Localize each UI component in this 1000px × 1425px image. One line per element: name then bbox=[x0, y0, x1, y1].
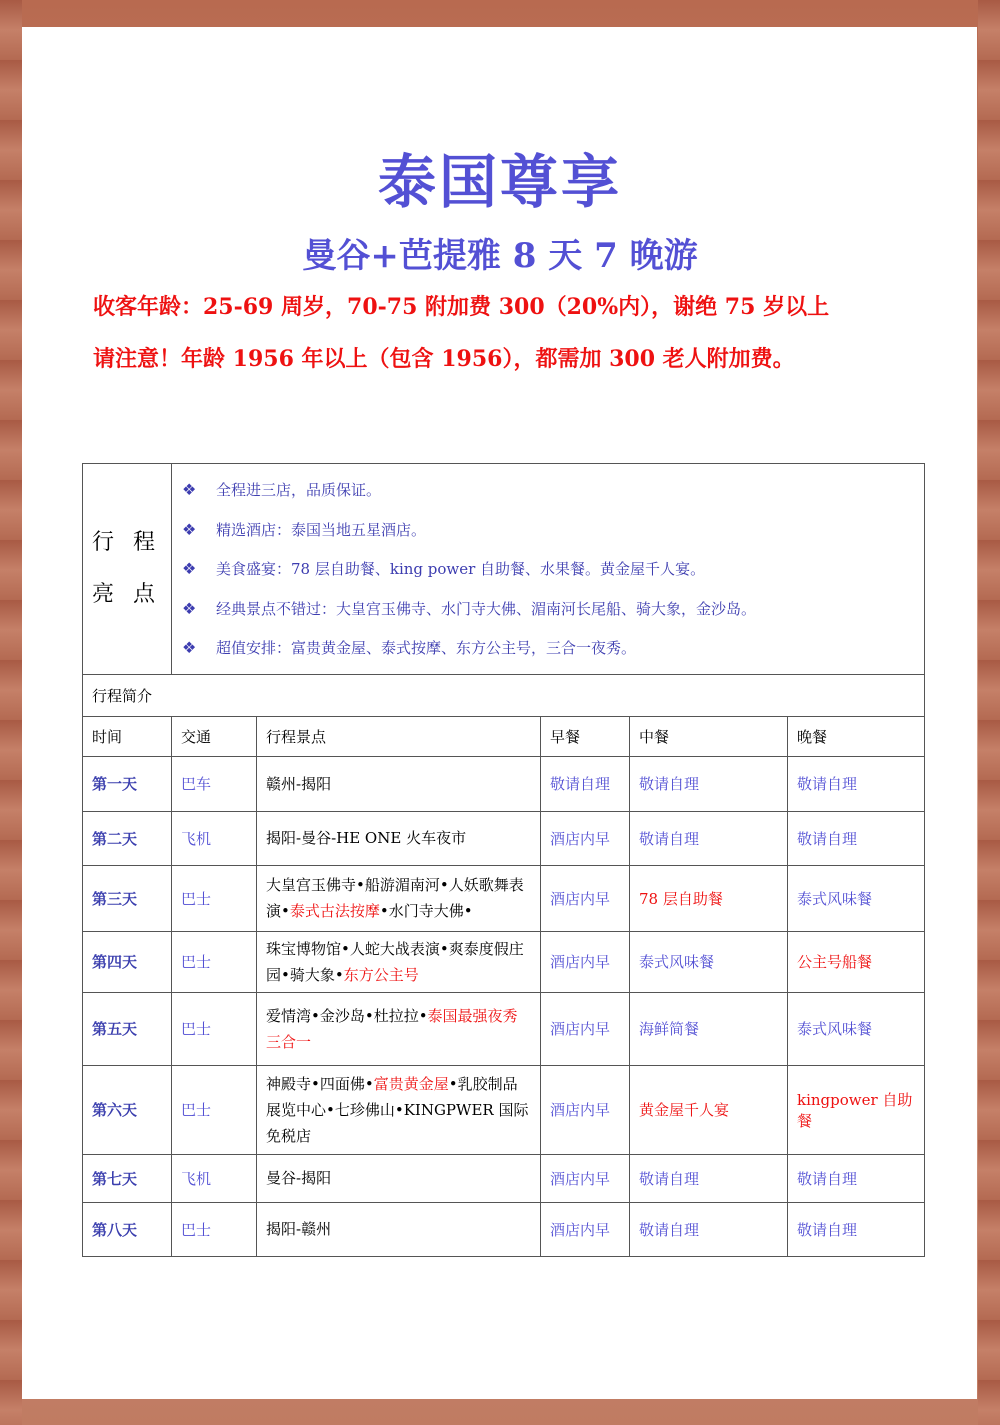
dinner-cell: 敬请自理 bbox=[788, 1202, 925, 1256]
spots-cell bbox=[257, 1202, 541, 1256]
header-transport: 交通 bbox=[172, 716, 257, 756]
spot-text: 珠宝博物馆•人蛇大战表演•爽泰度假庄园•骑大象• bbox=[266, 939, 524, 984]
breakfast-cell: 酒店内早 bbox=[541, 931, 630, 992]
lunch-cell: 敬请自理 bbox=[630, 811, 788, 865]
highlights-row bbox=[83, 464, 925, 675]
breakfast-cell: 酒店内早 bbox=[541, 1154, 630, 1202]
diamond-bullet-icon: ❖ bbox=[182, 480, 197, 499]
highlight-item: ❖ 全程进三店，品质保证。 bbox=[182, 470, 914, 510]
page-subtitle: 曼谷+芭提雅 8 天 7 晚游 bbox=[302, 236, 698, 276]
lunch-cell: 海鲜简餐 bbox=[630, 992, 788, 1065]
day-cell: 第三天 bbox=[83, 865, 172, 931]
dinner-cell: kingpower 自助餐 bbox=[788, 1065, 925, 1154]
breakfast-cell: 酒店内早 bbox=[541, 1065, 630, 1154]
transport-cell: 飞机 bbox=[172, 811, 257, 865]
day-cell: 第二天 bbox=[83, 811, 172, 865]
transport-cell: 巴士 bbox=[172, 865, 257, 931]
lunch-cell: 78 层自助餐 bbox=[630, 865, 788, 931]
spots-cell bbox=[257, 865, 541, 931]
transport-cell: 巴士 bbox=[172, 1202, 257, 1256]
itinerary-table bbox=[82, 463, 925, 1257]
spot-text: 赣州-揭阳 bbox=[266, 774, 332, 793]
table-row bbox=[83, 865, 925, 931]
spots-cell bbox=[257, 1154, 541, 1202]
spots-cell bbox=[257, 811, 541, 865]
day-cell: 第四天 bbox=[83, 931, 172, 992]
featured-spot: 东方公主号 bbox=[343, 965, 419, 984]
breakfast-cell: 酒店内早 bbox=[541, 992, 630, 1065]
header-breakfast: 早餐 bbox=[541, 716, 630, 756]
day-cell: 第六天 bbox=[83, 1065, 172, 1154]
spots-cell bbox=[257, 1065, 541, 1154]
table-header-row bbox=[83, 716, 925, 756]
spot-text: 神殿寺•四面佛• bbox=[266, 1074, 374, 1093]
spot-text: 大皇宫玉佛寺•船游湄南河•人妖歌舞表演• bbox=[266, 876, 524, 920]
schedule-section-title: 行程简介 bbox=[83, 674, 925, 716]
header-dinner: 晚餐 bbox=[788, 716, 925, 756]
lunch-cell: 敬请自理 bbox=[630, 1154, 788, 1202]
spot-text: 揭阳-曼谷-HE ONE 火车夜市 bbox=[266, 829, 467, 847]
header-lunch: 中餐 bbox=[630, 716, 788, 756]
header-time: 时间 bbox=[83, 716, 172, 756]
transport-cell: 飞机 bbox=[172, 1154, 257, 1202]
highlight-item: ❖ 经典景点不错过：大皇宫玉佛寺、水门寺大佛、湄南河长尾船、骑大象，金沙岛。 bbox=[182, 589, 914, 629]
spots-cell bbox=[257, 756, 541, 811]
highlight-item: ❖ 超值安排：富贵黄金屋、泰式按摩、东方公主号，三合一夜秀。 bbox=[182, 628, 914, 668]
table-row bbox=[83, 811, 925, 865]
spot-text: 曼谷-揭阳 bbox=[266, 1169, 332, 1187]
schedule-body bbox=[83, 756, 925, 1256]
lunch-cell: 敬请自理 bbox=[630, 1202, 788, 1256]
diamond-bullet-icon: ❖ bbox=[182, 598, 197, 618]
table-row bbox=[83, 992, 925, 1065]
dinner-cell: 敬请自理 bbox=[788, 1154, 925, 1202]
spot-text: 爱情湾•金沙岛•杜拉拉• bbox=[266, 1006, 428, 1025]
day-cell: 第八天 bbox=[83, 1202, 172, 1256]
dinner-cell: 公主号船餐 bbox=[788, 931, 925, 992]
day-cell: 第七天 bbox=[83, 1154, 172, 1202]
breakfast-cell: 敬请自理 bbox=[541, 756, 630, 811]
transport-cell: 巴士 bbox=[172, 992, 257, 1065]
spot-text: •乳胶制品展览中心•七珍佛山•KINGPWER 国际免税店 bbox=[266, 1074, 529, 1145]
diamond-bullet-icon: ❖ bbox=[182, 519, 197, 539]
lunch-cell: 泰式风味餐 bbox=[630, 931, 788, 992]
dinner-cell: 泰式风味餐 bbox=[788, 865, 925, 931]
breakfast-cell: 酒店内早 bbox=[541, 811, 630, 865]
transport-cell: 巴士 bbox=[172, 931, 257, 992]
section-title-row bbox=[83, 674, 925, 716]
spot-text: •水门寺大佛• bbox=[379, 902, 473, 920]
breakfast-cell: 酒店内早 bbox=[541, 1202, 630, 1256]
dinner-cell: 敬请自理 bbox=[788, 811, 925, 865]
lunch-cell: 敬请自理 bbox=[630, 756, 788, 811]
table-row bbox=[83, 1154, 925, 1202]
table-row bbox=[83, 1065, 925, 1154]
featured-spot: 富贵黄金屋 bbox=[373, 1074, 449, 1093]
senior-surcharge-notice: 请注意！年龄 1956 年以上（包含 1956），都需加 300 老人附加费。 bbox=[93, 346, 795, 372]
diamond-bullet-icon: ❖ bbox=[182, 638, 197, 657]
transport-cell: 巴车 bbox=[172, 756, 257, 811]
page-title: 泰国尊享 bbox=[377, 148, 622, 216]
day-cell: 第一天 bbox=[83, 756, 172, 811]
dinner-cell: 敬请自理 bbox=[788, 756, 925, 811]
breakfast-cell: 酒店内早 bbox=[541, 865, 630, 931]
spots-cell bbox=[257, 992, 541, 1065]
dinner-cell: 泰式风味餐 bbox=[788, 992, 925, 1065]
table-row bbox=[83, 1202, 925, 1256]
highlights-list bbox=[172, 464, 925, 675]
table-row bbox=[83, 931, 925, 992]
featured-spot: 泰国最强夜秀三合一 bbox=[266, 1006, 518, 1051]
featured-spot: 泰式古法按摩 bbox=[289, 902, 380, 920]
table-row bbox=[83, 756, 925, 811]
age-notice: 收客年龄：25-69 周岁，70-75 附加费 300（20%内），谢绝 75 岁以上 bbox=[93, 294, 830, 320]
highlight-item: ❖ 精选酒店：泰国当地五星酒店。 bbox=[182, 510, 914, 550]
day-cell: 第五天 bbox=[83, 992, 172, 1065]
spots-cell bbox=[257, 931, 541, 992]
lunch-cell: 黄金屋千人宴 bbox=[630, 1065, 788, 1154]
highlights-label: 行 程 亮 点 bbox=[83, 464, 172, 675]
diamond-bullet-icon: ❖ bbox=[182, 559, 197, 578]
highlight-item: ❖ 美食盛宴：78 层自助餐、king power 自助餐、水果餐。黄金屋千人宴。 bbox=[182, 549, 914, 589]
transport-cell: 巴士 bbox=[172, 1065, 257, 1154]
spot-text: 揭阳-赣州 bbox=[266, 1220, 332, 1238]
header-spots: 行程景点 bbox=[257, 716, 541, 756]
